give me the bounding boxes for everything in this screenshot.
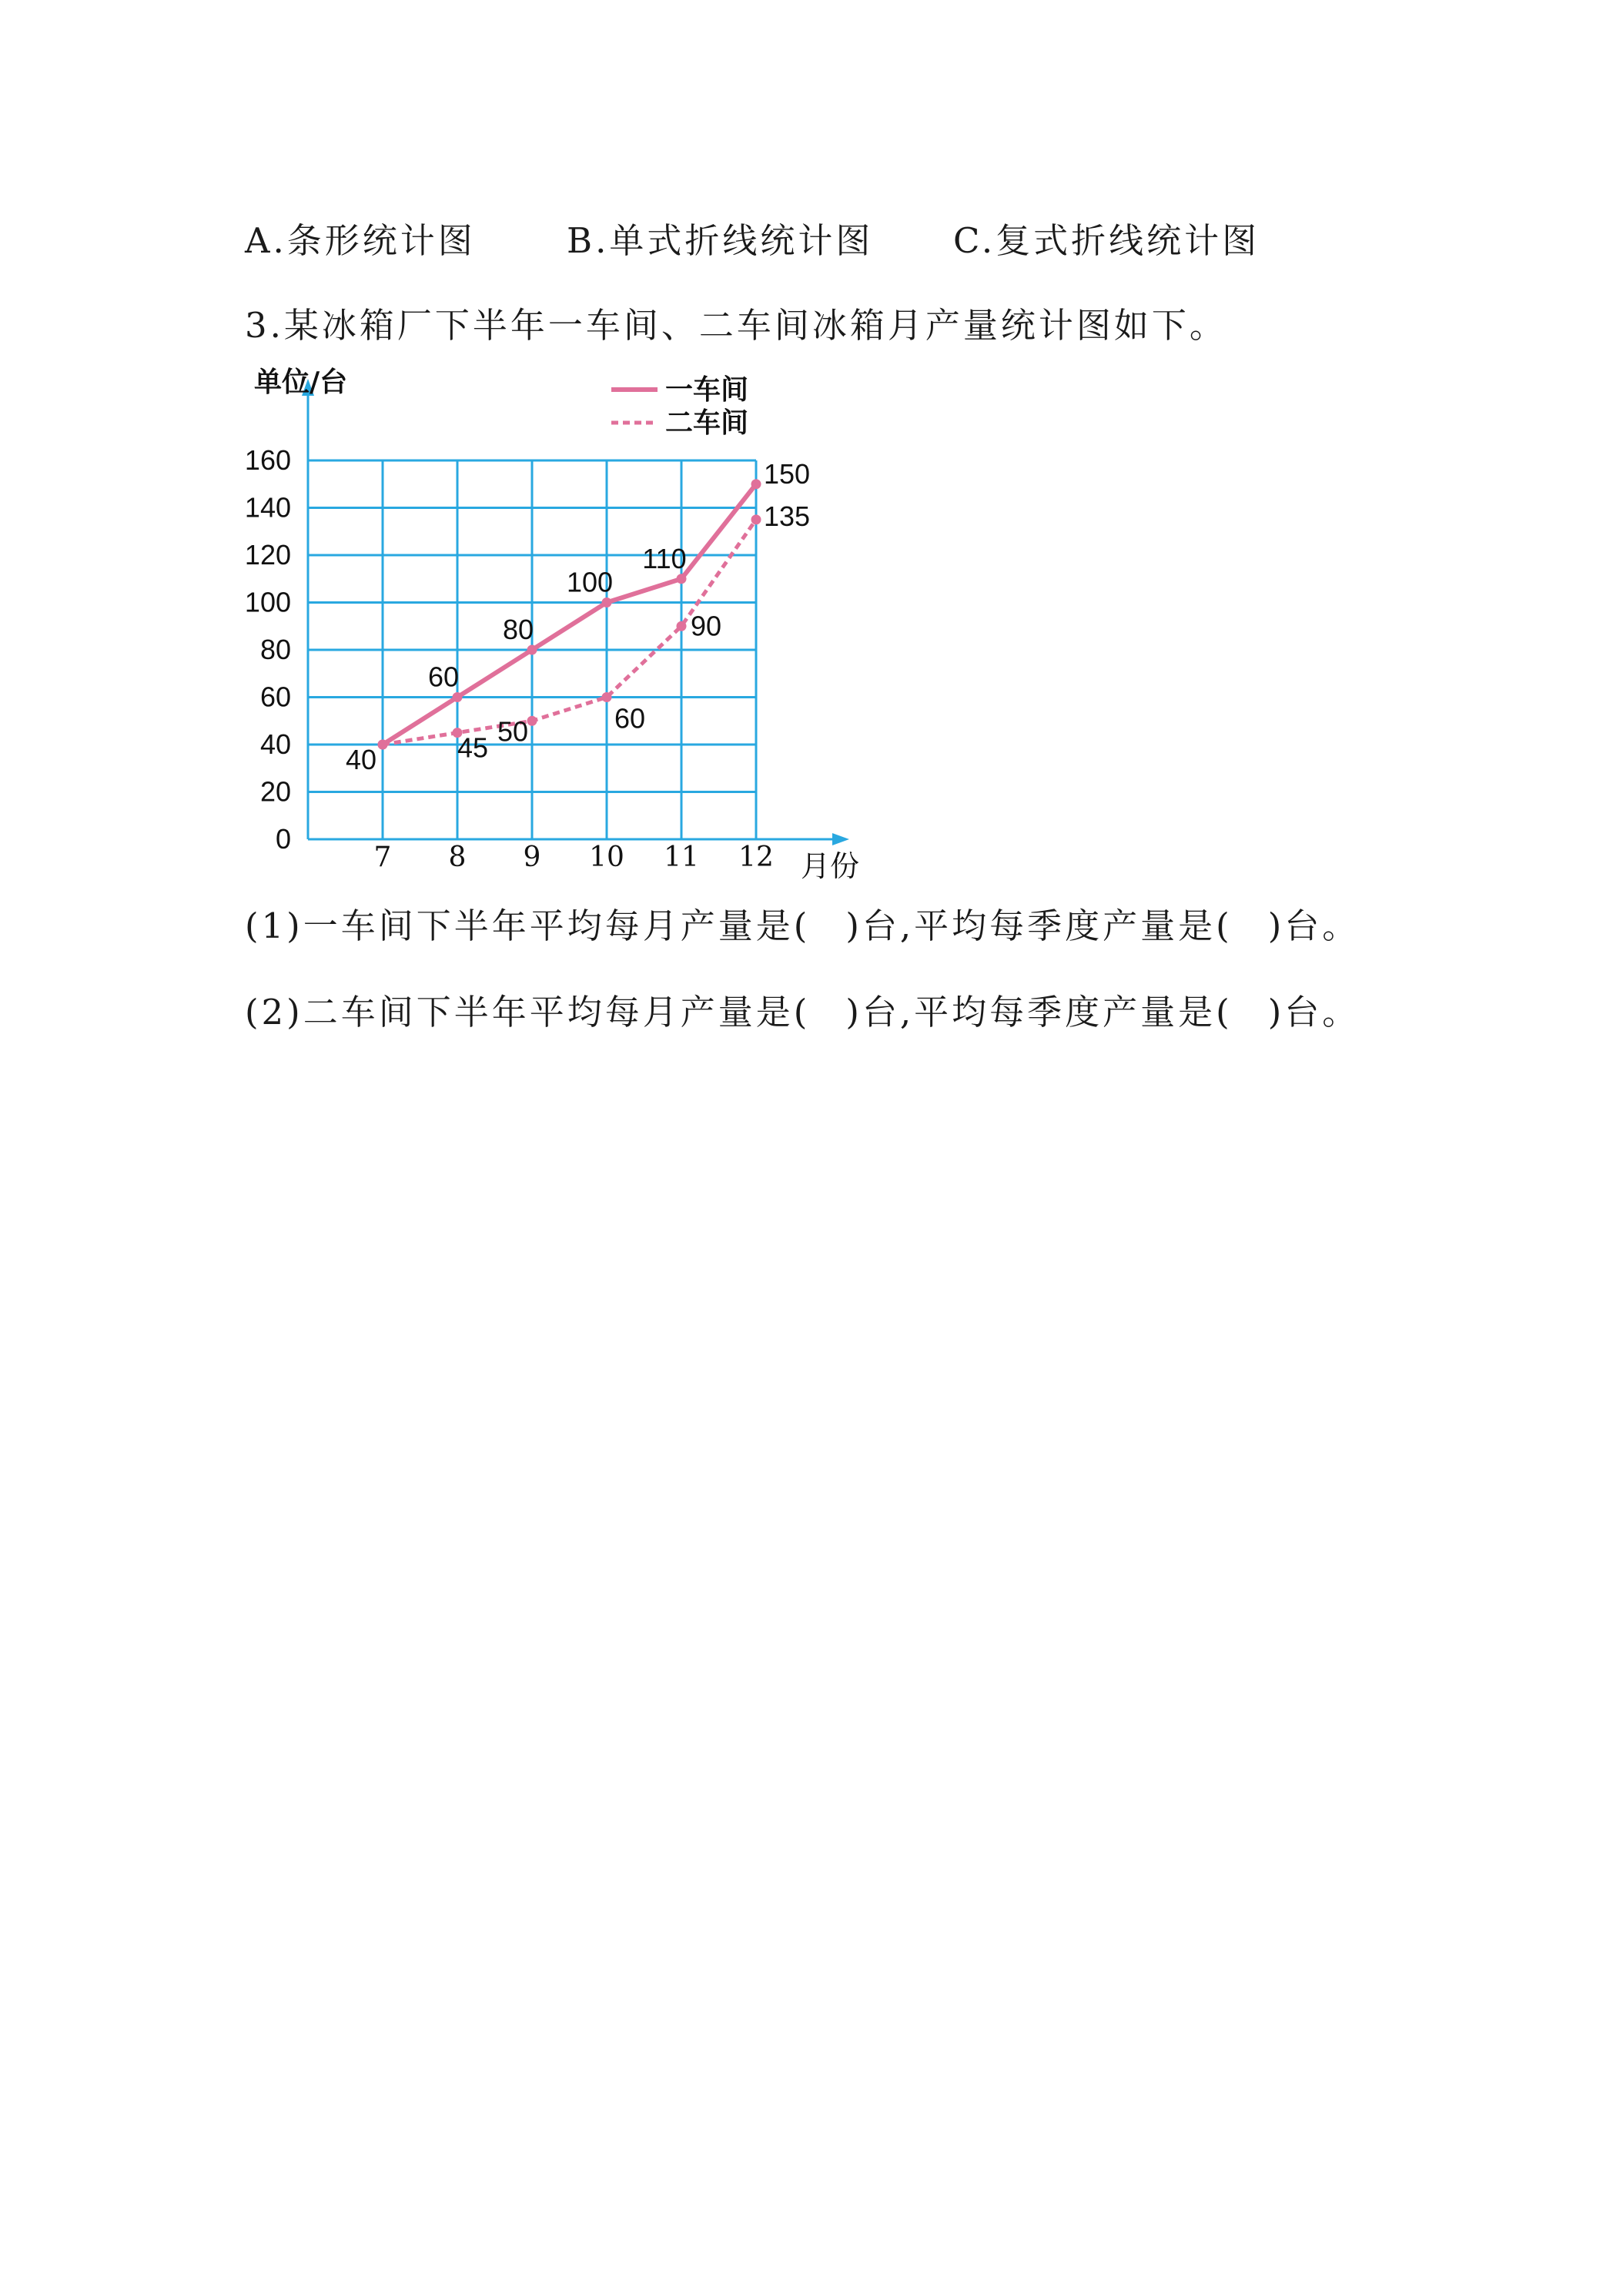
series-1-point — [527, 645, 537, 655]
data-label-series-2: 50 — [497, 715, 528, 748]
y-tick-label: 40 — [259, 728, 291, 760]
series-1-point — [602, 597, 612, 607]
data-label-series-2: 60 — [614, 702, 646, 735]
x-tick-label: 8 — [448, 842, 467, 873]
chart-axes — [302, 379, 849, 845]
subquestion-1-middle: )台,平均每季度产量是( — [845, 905, 1233, 946]
series-2-point — [602, 692, 612, 702]
x-tick-label: 9 — [523, 842, 541, 873]
y-tick-label: 100 — [244, 586, 291, 618]
data-label-series-2: 135 — [764, 500, 811, 532]
y-tick-label: 160 — [244, 444, 291, 476]
x-axis-title: 月份 — [801, 849, 860, 883]
data-label-series-2: 90 — [691, 610, 722, 642]
chart-legend — [611, 374, 748, 439]
x-tick-label: 10 — [589, 842, 624, 873]
series-2-point — [378, 740, 388, 750]
subquestion-2-middle: )台,平均每季度产量是( — [845, 992, 1233, 1033]
option-b: B.单式折线统计图 — [567, 220, 874, 261]
y-tick-label: 120 — [244, 539, 291, 571]
x-tick-label: 11 — [664, 842, 699, 873]
series-1-point — [453, 692, 463, 702]
data-label-series-1: 40 — [345, 744, 377, 775]
x-axis-arrow — [832, 833, 849, 845]
y-tick-label: 20 — [259, 775, 291, 808]
x-tick-label: 7 — [373, 842, 392, 873]
subquestion-2-suffix: )台。 — [1267, 992, 1360, 1033]
y-tick-label: 140 — [244, 491, 291, 524]
series-2-point — [677, 621, 687, 631]
y-axis-title: 单位/台 — [254, 366, 348, 398]
option-c: C.复式折线统计图 — [953, 220, 1260, 261]
data-label-series-1: 110 — [642, 542, 687, 574]
subquestion-2-prefix: (2)二车间下半年平均每月产量是( — [245, 992, 811, 1033]
data-label-series-1: 80 — [502, 614, 534, 645]
subquestion-1-prefix: (1)一车间下半年平均每月产量是( — [245, 905, 811, 946]
y-tick-label: 0 — [275, 823, 291, 855]
option-a: A.条形统计图 — [245, 220, 476, 261]
subquestion-1 — [245, 905, 1360, 946]
series-2-point — [751, 514, 761, 524]
subquestion-1-suffix: )台。 — [1267, 905, 1360, 946]
y-tick-label: 60 — [259, 681, 291, 713]
data-label-series-1: 60 — [427, 661, 460, 693]
y-tick-label: 80 — [259, 634, 291, 665]
series-2-point — [527, 716, 537, 726]
data-label-series-2: 45 — [457, 731, 489, 764]
legend-label-2: 二车间 — [665, 407, 749, 439]
subquestion-2 — [245, 992, 1360, 1033]
series-1-point — [751, 479, 761, 489]
x-tick-label: 12 — [738, 842, 774, 873]
series-1-point — [677, 574, 687, 584]
data-label-series-1: 150 — [764, 457, 811, 490]
chart-labels — [245, 366, 859, 883]
data-label-series-1: 100 — [566, 566, 614, 598]
line-chart — [231, 362, 924, 885]
question-3-text: 3.某冰箱厂下半年一车间、二车间冰箱月产量统计图如下。 — [245, 305, 1227, 346]
legend-label-1: 一车间 — [665, 374, 749, 406]
